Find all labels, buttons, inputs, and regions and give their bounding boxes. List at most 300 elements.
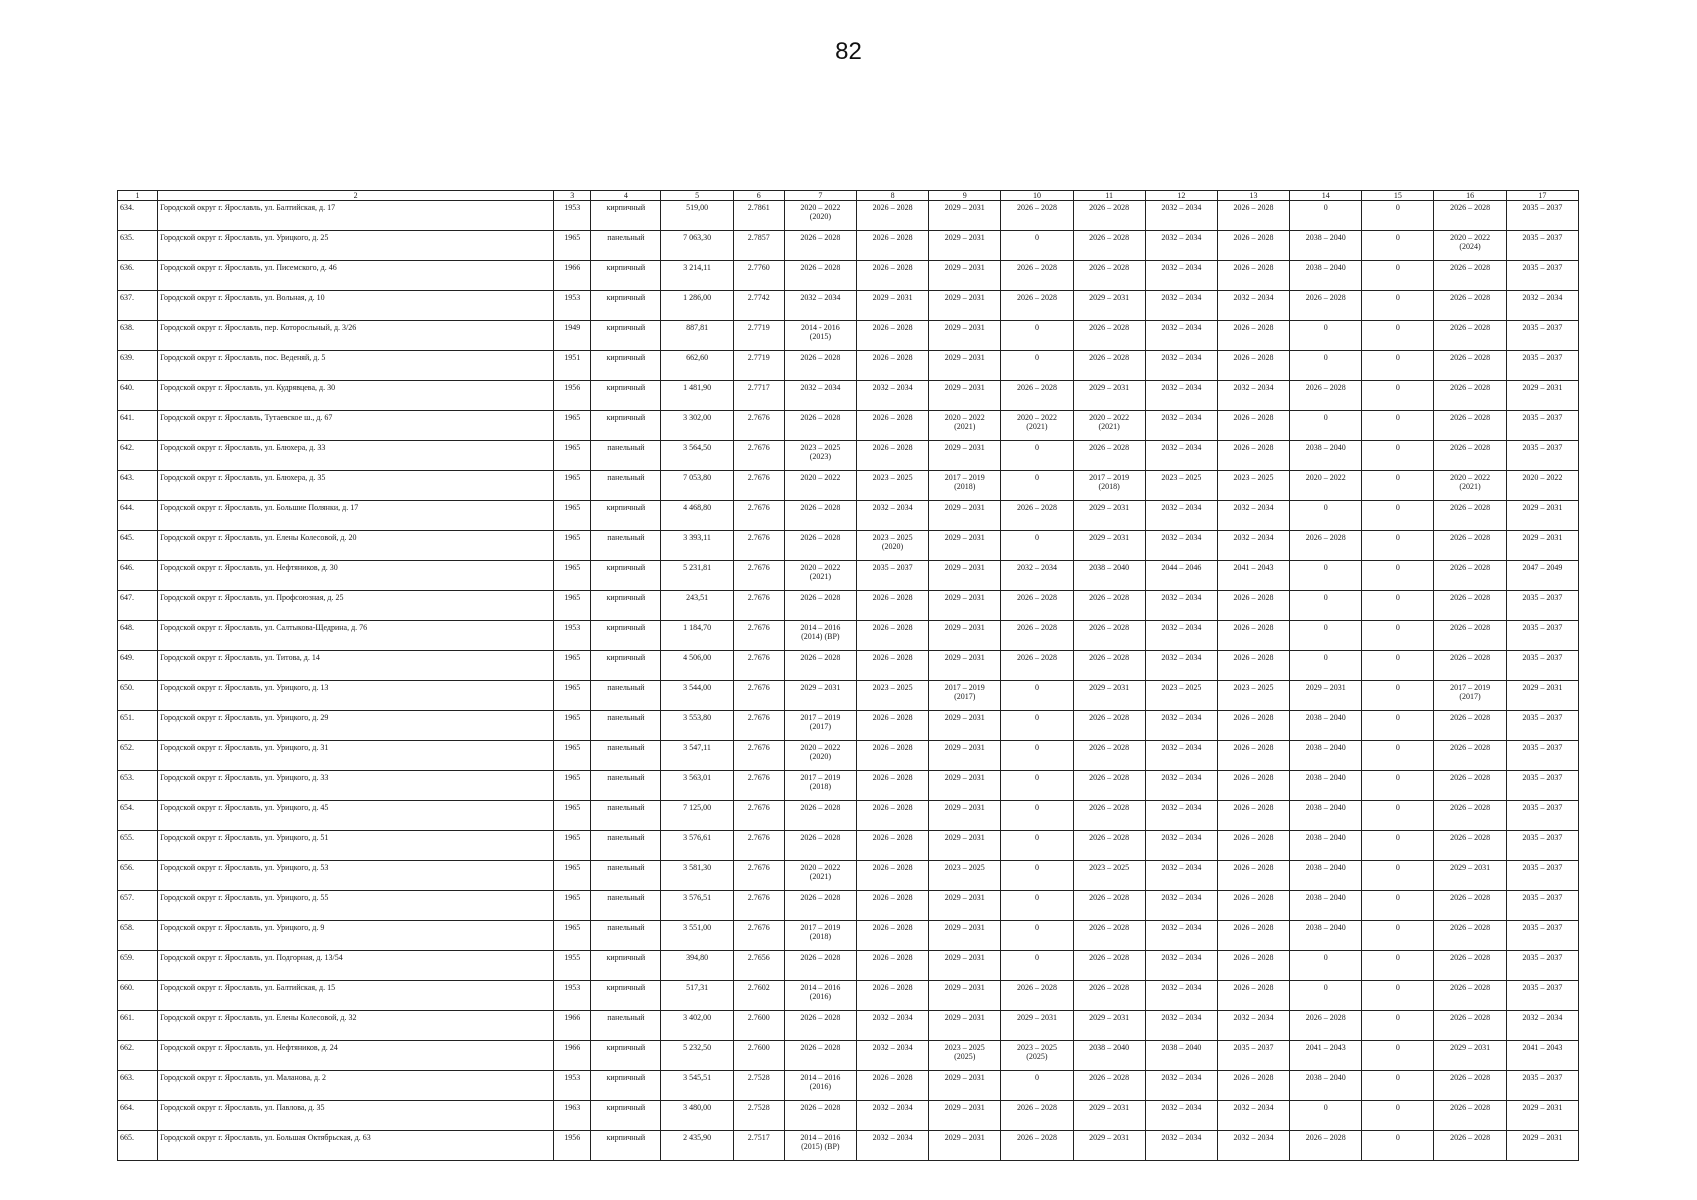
column-header-10: 10: [1001, 191, 1073, 201]
table-cell-col-16: 2026 – 2028: [1434, 201, 1506, 231]
table-row: [118, 741, 1579, 771]
table-cell-col-12: 2032 – 2034: [1145, 891, 1217, 921]
table-cell-col-4: панельный: [591, 741, 661, 771]
table-cell-col-10: 0: [1001, 531, 1073, 561]
table-cell-col-7: 2020 – 2022 (2020): [784, 741, 856, 771]
table-cell-col-7: 2026 – 2028: [784, 951, 856, 981]
table-cell-col-11: 2026 – 2028: [1073, 441, 1145, 471]
table-cell-col-6: 2.7600: [733, 1041, 784, 1071]
table-cell-col-17: 2035 – 2037: [1506, 771, 1578, 801]
table-cell-col-5: 4 468,80: [661, 501, 733, 531]
table-cell-col-13: 2026 – 2028: [1217, 651, 1289, 681]
table-cell-col-17: 2035 – 2037: [1506, 441, 1578, 471]
table-cell-col-6: 2.7676: [733, 441, 784, 471]
table-cell-col-12: 2032 – 2034: [1145, 501, 1217, 531]
table-cell-col-5: 519,00: [661, 201, 733, 231]
table-cell-col-14: 0: [1290, 591, 1362, 621]
table-cell-col-1: 653.: [118, 771, 158, 801]
table-cell-col-17: 2032 – 2034: [1506, 291, 1578, 321]
column-header-17: 17: [1506, 191, 1578, 201]
table-cell-col-9: 2023 – 2025 (2025): [929, 1041, 1001, 1071]
table-cell-col-13: 2032 – 2034: [1217, 501, 1289, 531]
table-cell-col-5: 3 393,11: [661, 531, 733, 561]
table-cell-col-15: 0: [1362, 1071, 1434, 1101]
column-header-12: 12: [1145, 191, 1217, 201]
table-cell-col-3: 1965: [554, 861, 591, 891]
table-cell-col-14: 0: [1290, 501, 1362, 531]
table-cell-col-16: 2020 – 2022 (2021): [1434, 471, 1506, 501]
table-cell-col-11: 2026 – 2028: [1073, 831, 1145, 861]
table-cell-col-2: Городской округ г. Ярославль, ул. Урицкого, д. 29: [158, 711, 554, 741]
table-cell-col-9: 2029 – 2031: [929, 951, 1001, 981]
table-cell-col-15: 0: [1362, 711, 1434, 741]
table-cell-col-5: 3 480,00: [661, 1101, 733, 1131]
table-cell-col-3: 1965: [554, 801, 591, 831]
table-cell-col-9: 2023 – 2025: [929, 861, 1001, 891]
table-cell-col-4: кирпичный: [591, 261, 661, 291]
table-cell-col-4: панельный: [591, 681, 661, 711]
table-cell-col-2: Городской округ г. Ярославль, ул. Кудрявцева, д. 30: [158, 381, 554, 411]
table-cell-col-1: 659.: [118, 951, 158, 981]
table-cell-col-10: 0: [1001, 711, 1073, 741]
table-cell-col-14: 0: [1290, 621, 1362, 651]
table-cell-col-8: 2026 – 2028: [856, 351, 928, 381]
table-cell-col-10: 2026 – 2028: [1001, 981, 1073, 1011]
table-cell-col-14: 2026 – 2028: [1290, 291, 1362, 321]
table-cell-col-14: 0: [1290, 981, 1362, 1011]
column-header-6: 6: [733, 191, 784, 201]
table-cell-col-7: 2026 – 2028: [784, 591, 856, 621]
table-cell-col-12: 2032 – 2034: [1145, 621, 1217, 651]
table-cell-col-8: 2026 – 2028: [856, 261, 928, 291]
table-cell-col-2: Городской округ г. Ярославль, Тутаевское ш., д. 67: [158, 411, 554, 441]
table-cell-col-15: 0: [1362, 291, 1434, 321]
table-cell-col-3: 1965: [554, 441, 591, 471]
table-cell-col-3: 1965: [554, 471, 591, 501]
table-row: [118, 381, 1579, 411]
table-cell-col-2: Городской округ г. Ярославль, ул. Урицкого, д. 45: [158, 801, 554, 831]
table-cell-col-7: 2026 – 2028: [784, 891, 856, 921]
table-cell-col-10: 0: [1001, 741, 1073, 771]
table-cell-col-2: Городской округ г. Ярославль, ул. Вольная, д. 10: [158, 291, 554, 321]
table-cell-col-7: 2026 – 2028: [784, 411, 856, 441]
table-cell-col-9: 2029 – 2031: [929, 261, 1001, 291]
table-cell-col-1: 641.: [118, 411, 158, 441]
table-cell-col-8: 2026 – 2028: [856, 891, 928, 921]
table-cell-col-1: 658.: [118, 921, 158, 951]
table-cell-col-9: 2029 – 2031: [929, 921, 1001, 951]
column-header-16: 16: [1434, 191, 1506, 201]
table-cell-col-17: 2029 – 2031: [1506, 1131, 1578, 1161]
table-cell-col-15: 0: [1362, 1011, 1434, 1041]
table-cell-col-15: 0: [1362, 771, 1434, 801]
table-cell-col-10: 2023 – 2025 (2025): [1001, 1041, 1073, 1071]
table-cell-col-12: 2032 – 2034: [1145, 321, 1217, 351]
table-cell-col-8: 2026 – 2028: [856, 951, 928, 981]
table-cell-col-16: 2026 – 2028: [1434, 981, 1506, 1011]
table-cell-col-11: 2020 – 2022 (2021): [1073, 411, 1145, 441]
table-cell-col-13: 2026 – 2028: [1217, 711, 1289, 741]
table-cell-col-8: 2026 – 2028: [856, 591, 928, 621]
table-cell-col-17: 2035 – 2037: [1506, 1071, 1578, 1101]
table-cell-col-10: 0: [1001, 471, 1073, 501]
table-cell-col-14: 2038 – 2040: [1290, 861, 1362, 891]
table-cell-col-12: 2032 – 2034: [1145, 981, 1217, 1011]
table-cell-col-15: 0: [1362, 261, 1434, 291]
table-cell-col-17: 2035 – 2037: [1506, 831, 1578, 861]
column-header-13: 13: [1217, 191, 1289, 201]
table-cell-col-8: 2026 – 2028: [856, 921, 928, 951]
table-cell-col-11: 2026 – 2028: [1073, 711, 1145, 741]
table-cell-col-10: 0: [1001, 351, 1073, 381]
table-cell-col-2: Городской округ г. Ярославль, ул. Урицкого, д. 25: [158, 231, 554, 261]
table-cell-col-12: 2032 – 2034: [1145, 261, 1217, 291]
table-cell-col-6: 2.7676: [733, 711, 784, 741]
table-cell-col-15: 0: [1362, 411, 1434, 441]
table-cell-col-3: 1965: [554, 771, 591, 801]
table-cell-col-4: кирпичный: [591, 591, 661, 621]
table-cell-col-1: 654.: [118, 801, 158, 831]
table-cell-col-14: 0: [1290, 561, 1362, 591]
table-cell-col-12: 2032 – 2034: [1145, 711, 1217, 741]
table-cell-col-14: 2038 – 2040: [1290, 801, 1362, 831]
table-cell-col-16: 2026 – 2028: [1434, 891, 1506, 921]
table-cell-col-17: 2035 – 2037: [1506, 321, 1578, 351]
table-cell-col-10: 0: [1001, 861, 1073, 891]
column-header-1: 1: [118, 191, 158, 201]
table-cell-col-4: панельный: [591, 441, 661, 471]
table-cell-col-10: 2026 – 2028: [1001, 201, 1073, 231]
table-cell-col-14: 2038 – 2040: [1290, 771, 1362, 801]
table-cell-col-10: 0: [1001, 891, 1073, 921]
table-cell-col-11: 2026 – 2028: [1073, 1071, 1145, 1101]
table-cell-col-2: Городской округ г. Ярославль, ул. Профсоюзная, д. 25: [158, 591, 554, 621]
table-cell-col-17: 2035 – 2037: [1506, 711, 1578, 741]
table-cell-col-11: 2026 – 2028: [1073, 261, 1145, 291]
table-cell-col-16: 2029 – 2031: [1434, 1041, 1506, 1071]
table-cell-col-7: 2026 – 2028: [784, 1041, 856, 1071]
table-cell-col-7: 2023 – 2025 (2023): [784, 441, 856, 471]
table-cell-col-2: Городской округ г. Ярославль, ул. Подгорная, д. 13/54: [158, 951, 554, 981]
table-cell-col-4: панельный: [591, 921, 661, 951]
table-cell-col-7: 2014 – 2016 (2016): [784, 981, 856, 1011]
table-cell-col-1: 647.: [118, 591, 158, 621]
table-cell-col-12: 2032 – 2034: [1145, 231, 1217, 261]
table-cell-col-16: 2026 – 2028: [1434, 261, 1506, 291]
table-cell-col-8: 2026 – 2028: [856, 861, 928, 891]
table-row: [118, 771, 1579, 801]
table-cell-col-12: 2023 – 2025: [1145, 471, 1217, 501]
table-cell-col-9: 2029 – 2031: [929, 231, 1001, 261]
table-cell-col-16: 2026 – 2028: [1434, 1011, 1506, 1041]
table-cell-col-12: 2032 – 2034: [1145, 771, 1217, 801]
table-cell-col-10: 2026 – 2028: [1001, 1131, 1073, 1161]
table-cell-col-7: 2026 – 2028: [784, 261, 856, 291]
table-cell-col-2: Городской округ г. Ярославль, ул. Блюхера, д. 35: [158, 471, 554, 501]
table-cell-col-5: 662,60: [661, 351, 733, 381]
table-cell-col-2: Городской округ г. Ярославль, пос. Веденяй, д. 5: [158, 351, 554, 381]
table-cell-col-3: 1953: [554, 201, 591, 231]
table-cell-col-1: 657.: [118, 891, 158, 921]
table-cell-col-4: кирпичный: [591, 1101, 661, 1131]
table-cell-col-14: 0: [1290, 201, 1362, 231]
table-cell-col-6: 2.7676: [733, 681, 784, 711]
table-cell-col-16: 2026 – 2028: [1434, 1131, 1506, 1161]
table-cell-col-16: 2017 – 2019 (2017): [1434, 681, 1506, 711]
table-cell-col-13: 2032 – 2034: [1217, 1101, 1289, 1131]
table-row: [118, 831, 1579, 861]
table-cell-col-10: 0: [1001, 681, 1073, 711]
table-cell-col-17: 2035 – 2037: [1506, 351, 1578, 381]
table-cell-col-6: 2.7676: [733, 411, 784, 441]
table-cell-col-1: 649.: [118, 651, 158, 681]
table-cell-col-4: панельный: [591, 231, 661, 261]
table-cell-col-10: 2032 – 2034: [1001, 561, 1073, 591]
table-cell-col-8: 2026 – 2028: [856, 1071, 928, 1101]
table-cell-col-1: 652.: [118, 741, 158, 771]
table-row: [118, 411, 1579, 441]
table-cell-col-17: 2029 – 2031: [1506, 531, 1578, 561]
table-cell-col-17: 2035 – 2037: [1506, 741, 1578, 771]
table-cell-col-16: 2026 – 2028: [1434, 801, 1506, 831]
table-cell-col-17: 2047 – 2049: [1506, 561, 1578, 591]
table-cell-col-1: 634.: [118, 201, 158, 231]
table-cell-col-8: 2026 – 2028: [856, 651, 928, 681]
table-row: [118, 531, 1579, 561]
table-cell-col-6: 2.7676: [733, 741, 784, 771]
table-cell-col-14: 2041 – 2043: [1290, 1041, 1362, 1071]
table-cell-col-2: Городской округ г. Ярославль, ул. Балтийская, д. 17: [158, 201, 554, 231]
table-cell-col-1: 665.: [118, 1131, 158, 1161]
table-cell-col-14: 2038 – 2040: [1290, 891, 1362, 921]
table-cell-col-17: 2035 – 2037: [1506, 231, 1578, 261]
table-cell-col-7: 2026 – 2028: [784, 351, 856, 381]
table-cell-col-6: 2.7760: [733, 261, 784, 291]
table-cell-col-6: 2.7676: [733, 471, 784, 501]
table-cell-col-15: 0: [1362, 1041, 1434, 1071]
table-row: [118, 471, 1579, 501]
table-cell-col-1: 639.: [118, 351, 158, 381]
table-cell-col-16: 2026 – 2028: [1434, 711, 1506, 741]
table-row: [118, 1101, 1579, 1131]
table-cell-col-6: 2.7676: [733, 801, 784, 831]
table-cell-col-3: 1965: [554, 831, 591, 861]
table-cell-col-2: Городской округ г. Ярославль, ул. Елены Колесовой, д. 20: [158, 531, 554, 561]
table-cell-col-11: 2029 – 2031: [1073, 1011, 1145, 1041]
table-cell-col-1: 650.: [118, 681, 158, 711]
table-cell-col-2: Городской округ г. Ярославль, ул. Салтыкова-Щедрина, д. 76: [158, 621, 554, 651]
table-cell-col-10: 2026 – 2028: [1001, 261, 1073, 291]
table-cell-col-8: 2026 – 2028: [856, 321, 928, 351]
table-cell-col-12: 2032 – 2034: [1145, 921, 1217, 951]
table-cell-col-16: 2026 – 2028: [1434, 441, 1506, 471]
table-cell-col-6: 2.7676: [733, 591, 784, 621]
table-cell-col-3: 1965: [554, 531, 591, 561]
table-cell-col-8: 2032 – 2034: [856, 1011, 928, 1041]
table-cell-col-7: 2014 – 2016 (2016): [784, 1071, 856, 1101]
table-cell-col-5: 887,81: [661, 321, 733, 351]
table-cell-col-12: 2032 – 2034: [1145, 861, 1217, 891]
table-cell-col-6: 2.7600: [733, 1011, 784, 1041]
table-cell-col-2: Городской округ г. Ярославль, ул. Нефтяников, д. 24: [158, 1041, 554, 1071]
table-cell-col-17: 2035 – 2037: [1506, 891, 1578, 921]
table-cell-col-10: 2026 – 2028: [1001, 651, 1073, 681]
table-cell-col-6: 2.7861: [733, 201, 784, 231]
table-cell-col-11: 2026 – 2028: [1073, 591, 1145, 621]
table-cell-col-11: 2026 – 2028: [1073, 351, 1145, 381]
table-cell-col-5: 3 302,00: [661, 411, 733, 441]
table-cell-col-2: Городской округ г. Ярославль, ул. Титова, д. 14: [158, 651, 554, 681]
table-cell-col-5: 3 544,00: [661, 681, 733, 711]
table-cell-col-16: 2026 – 2028: [1434, 921, 1506, 951]
table-cell-col-16: 2026 – 2028: [1434, 321, 1506, 351]
table-header-row: [118, 191, 1579, 201]
table-cell-col-14: 2038 – 2040: [1290, 441, 1362, 471]
table-cell-col-11: 2026 – 2028: [1073, 981, 1145, 1011]
table-row: [118, 231, 1579, 261]
table-cell-col-5: 4 506,00: [661, 651, 733, 681]
table-cell-col-13: 2035 – 2037: [1217, 1041, 1289, 1071]
table-cell-col-5: 3 402,00: [661, 1011, 733, 1041]
table-cell-col-16: 2026 – 2028: [1434, 591, 1506, 621]
table-row: [118, 441, 1579, 471]
table-cell-col-5: 3 214,11: [661, 261, 733, 291]
table-cell-col-3: 1955: [554, 951, 591, 981]
table-cell-col-2: Городской округ г. Ярославль, ул. Урицкого, д. 31: [158, 741, 554, 771]
table-cell-col-8: 2023 – 2025 (2020): [856, 531, 928, 561]
table-cell-col-9: 2017 – 2019 (2017): [929, 681, 1001, 711]
table-cell-col-5: 3 581,30: [661, 861, 733, 891]
table-cell-col-16: 2026 – 2028: [1434, 951, 1506, 981]
table-cell-col-15: 0: [1362, 1101, 1434, 1131]
table-cell-col-8: 2026 – 2028: [856, 831, 928, 861]
table-cell-col-12: 2032 – 2034: [1145, 651, 1217, 681]
table-cell-col-7: 2032 – 2034: [784, 291, 856, 321]
table-cell-col-12: 2032 – 2034: [1145, 201, 1217, 231]
table-cell-col-10: 2026 – 2028: [1001, 591, 1073, 621]
table-cell-col-4: панельный: [591, 711, 661, 741]
table-cell-col-7: 2014 – 2016 (2015) (ВР): [784, 1131, 856, 1161]
table-cell-col-1: 660.: [118, 981, 158, 1011]
table-cell-col-16: 2026 – 2028: [1434, 771, 1506, 801]
table-cell-col-3: 1965: [554, 741, 591, 771]
table-cell-col-11: 2029 – 2031: [1073, 1101, 1145, 1131]
table-cell-col-9: 2029 – 2031: [929, 501, 1001, 531]
table-cell-col-6: 2.7719: [733, 321, 784, 351]
table-cell-col-2: Городской округ г. Ярославль, пер. Которосльный, д. 3/26: [158, 321, 554, 351]
table-cell-col-1: 648.: [118, 621, 158, 651]
table-cell-col-11: 2026 – 2028: [1073, 321, 1145, 351]
table-row: [118, 651, 1579, 681]
table-cell-col-2: Городской округ г. Ярославль, ул. Блюхера, д. 33: [158, 441, 554, 471]
table-cell-col-2: Городской округ г. Ярославль, ул. Елены Колесовой, д. 32: [158, 1011, 554, 1041]
column-header-3: 3: [554, 191, 591, 201]
table-cell-col-3: 1951: [554, 351, 591, 381]
table-cell-col-8: 2032 – 2034: [856, 1041, 928, 1071]
table-cell-col-17: 2035 – 2037: [1506, 591, 1578, 621]
table-cell-col-6: 2.7857: [733, 231, 784, 261]
table-cell-col-4: панельный: [591, 891, 661, 921]
table-cell-col-9: 2029 – 2031: [929, 741, 1001, 771]
table-cell-col-16: 2029 – 2031: [1434, 861, 1506, 891]
table-cell-col-2: Городской округ г. Ярославль, ул. Павлова, д. 35: [158, 1101, 554, 1131]
table-cell-col-6: 2.7676: [733, 501, 784, 531]
table-cell-col-3: 1963: [554, 1101, 591, 1131]
table-cell-col-17: 2029 – 2031: [1506, 501, 1578, 531]
table-row: [118, 681, 1579, 711]
table-cell-col-11: 2029 – 2031: [1073, 381, 1145, 411]
table-cell-col-14: 2026 – 2028: [1290, 531, 1362, 561]
table-cell-col-4: кирпичный: [591, 291, 661, 321]
table-cell-col-9: 2029 – 2031: [929, 621, 1001, 651]
table-cell-col-4: панельный: [591, 801, 661, 831]
table-cell-col-17: 2035 – 2037: [1506, 201, 1578, 231]
table-cell-col-6: 2.7676: [733, 651, 784, 681]
table-row: [118, 801, 1579, 831]
table-cell-col-15: 0: [1362, 561, 1434, 591]
table-cell-col-3: 1965: [554, 501, 591, 531]
table-cell-col-14: 2026 – 2028: [1290, 381, 1362, 411]
table-cell-col-13: 2032 – 2034: [1217, 1011, 1289, 1041]
table-cell-col-9: 2029 – 2031: [929, 591, 1001, 621]
table-cell-col-3: 1953: [554, 291, 591, 321]
table-cell-col-9: 2029 – 2031: [929, 291, 1001, 321]
table-cell-col-4: панельный: [591, 531, 661, 561]
table-cell-col-17: 2029 – 2031: [1506, 381, 1578, 411]
table-cell-col-9: 2029 – 2031: [929, 1011, 1001, 1041]
table-cell-col-14: 0: [1290, 951, 1362, 981]
table-cell-col-8: 2026 – 2028: [856, 711, 928, 741]
table-cell-col-13: 2026 – 2028: [1217, 921, 1289, 951]
table-cell-col-1: 636.: [118, 261, 158, 291]
table-row: [118, 291, 1579, 321]
table-cell-col-10: 2020 – 2022 (2021): [1001, 411, 1073, 441]
table-cell-col-15: 0: [1362, 531, 1434, 561]
table-cell-col-7: 2020 – 2022: [784, 471, 856, 501]
table-cell-col-13: 2026 – 2028: [1217, 621, 1289, 651]
table-cell-col-14: 0: [1290, 321, 1362, 351]
table-cell-col-4: кирпичный: [591, 981, 661, 1011]
table-cell-col-14: 2026 – 2028: [1290, 1011, 1362, 1041]
table-cell-col-6: 2.7676: [733, 621, 784, 651]
table-cell-col-9: 2029 – 2031: [929, 1071, 1001, 1101]
table-cell-col-14: 2038 – 2040: [1290, 261, 1362, 291]
table-cell-col-11: 2038 – 2040: [1073, 561, 1145, 591]
table-cell-col-15: 0: [1362, 441, 1434, 471]
table-cell-col-8: 2032 – 2034: [856, 381, 928, 411]
table-cell-col-12: 2032 – 2034: [1145, 831, 1217, 861]
table-cell-col-10: 0: [1001, 921, 1073, 951]
table-cell-col-13: 2026 – 2028: [1217, 771, 1289, 801]
table-cell-col-11: 2023 – 2025: [1073, 861, 1145, 891]
table-cell-col-8: 2023 – 2025: [856, 681, 928, 711]
table-cell-col-9: 2029 – 2031: [929, 321, 1001, 351]
table-cell-col-15: 0: [1362, 321, 1434, 351]
table-cell-col-10: 2026 – 2028: [1001, 381, 1073, 411]
table-cell-col-3: 1953: [554, 1071, 591, 1101]
table-cell-col-15: 0: [1362, 471, 1434, 501]
table-cell-col-11: 2029 – 2031: [1073, 291, 1145, 321]
table-cell-col-3: 1966: [554, 261, 591, 291]
table-cell-col-15: 0: [1362, 381, 1434, 411]
column-header-4: 4: [591, 191, 661, 201]
table-cell-col-10: 0: [1001, 231, 1073, 261]
table-cell-col-12: 2032 – 2034: [1145, 351, 1217, 381]
table-cell-col-7: 2020 – 2022 (2020): [784, 201, 856, 231]
table-cell-col-14: 2038 – 2040: [1290, 921, 1362, 951]
table-cell-col-2: Городской округ г. Ярославль, ул. Маланова, д. 2: [158, 1071, 554, 1101]
table-cell-col-9: 2020 – 2022 (2021): [929, 411, 1001, 441]
